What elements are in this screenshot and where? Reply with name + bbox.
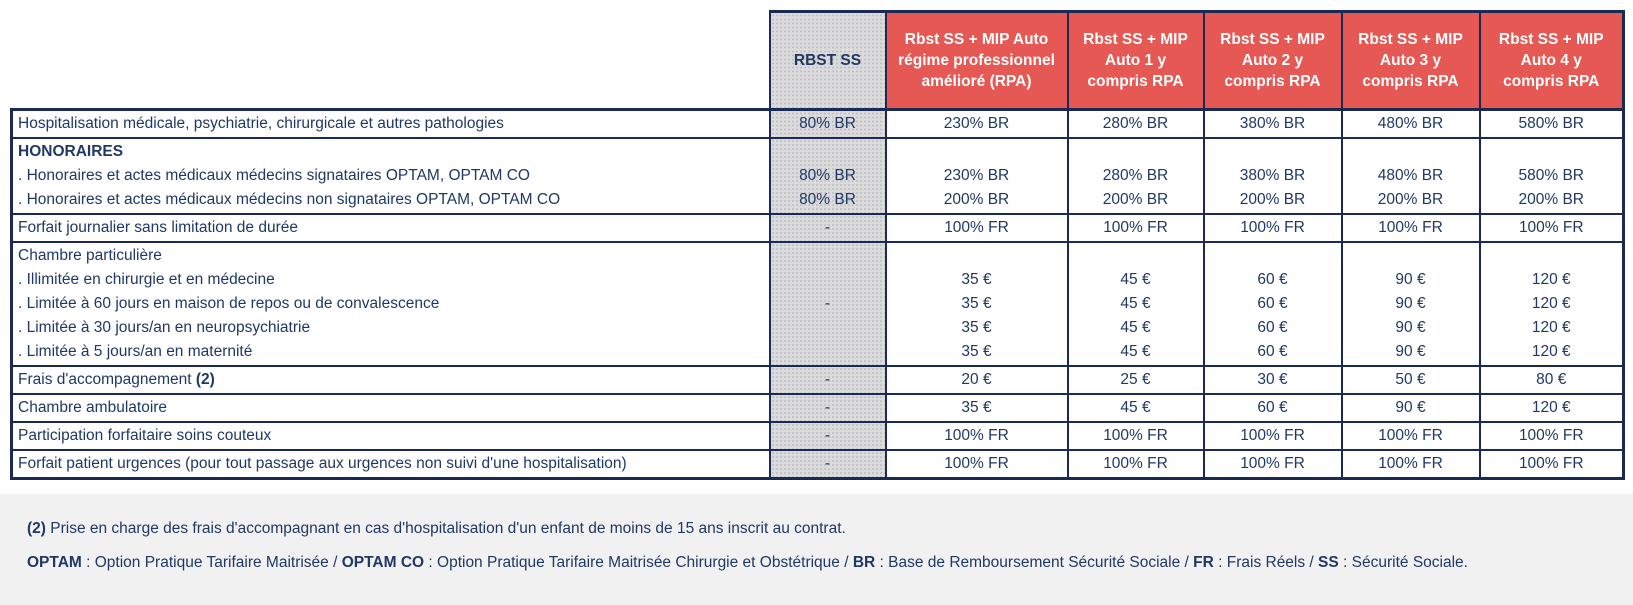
text-line: 45 € bbox=[1120, 271, 1151, 288]
plan-value-cell: 20 € bbox=[886, 366, 1068, 394]
text-line: 380% BR bbox=[1239, 167, 1306, 184]
text-line: 60 € bbox=[1257, 295, 1288, 312]
table-row bbox=[12, 214, 1624, 242]
text-line: Rbst SS + MIP Auto bbox=[904, 31, 1049, 48]
rbst-value-cell: - bbox=[770, 394, 886, 422]
text-line: Hospitalisation médicale, psychiatrie, chirurgicale et autres pathologies bbox=[18, 115, 504, 132]
plan-value-cell: 100% FR bbox=[1204, 450, 1342, 479]
benefits-table-wrap bbox=[10, 10, 1625, 480]
text-line: 35 € bbox=[961, 343, 992, 360]
plan-value-cell bbox=[886, 138, 1068, 214]
text-line: Auto 4 y bbox=[1520, 52, 1582, 69]
plan-value-cell: 100% FR bbox=[1204, 422, 1342, 450]
text-line bbox=[892, 140, 1062, 164]
plan-header-cell bbox=[1480, 12, 1624, 110]
text-line: 230% BR bbox=[943, 167, 1010, 184]
plan-header-cell bbox=[1342, 12, 1480, 110]
text-line: . Limitée à 60 jours en maison de repos ou de convalescence bbox=[18, 295, 440, 312]
plan-value-cell: 45 € bbox=[1068, 394, 1204, 422]
text-line bbox=[1486, 140, 1618, 164]
plan-value-cell: 280% BR bbox=[1068, 110, 1204, 139]
text-line: 90 € bbox=[1395, 271, 1426, 288]
text-line bbox=[1074, 140, 1198, 164]
text-line bbox=[892, 244, 1062, 268]
text-line: 45 € bbox=[1120, 319, 1151, 336]
text-line: . Honoraires et actes médicaux médecins non signataires OPTAM, OPTAM CO bbox=[18, 191, 561, 208]
text-line bbox=[1210, 244, 1336, 268]
rbst-value-cell: 80% BR bbox=[770, 110, 886, 139]
table-row bbox=[12, 422, 1624, 450]
text-line: . Limitée à 5 jours/an en maternité bbox=[18, 343, 253, 360]
plan-value-cell: 60 € bbox=[1204, 394, 1342, 422]
plan-value-cell bbox=[1480, 138, 1624, 214]
text-line: 90 € bbox=[1395, 319, 1426, 336]
text-line: Rbst SS + MIP bbox=[1358, 31, 1463, 48]
text-line: 200% BR bbox=[1239, 191, 1306, 208]
plan-header-cell bbox=[1068, 12, 1204, 110]
text-line: 90 € bbox=[1395, 343, 1426, 360]
benefits-table-body bbox=[12, 12, 1624, 479]
text-line: 480% BR bbox=[1377, 167, 1444, 184]
rbst-value-cell bbox=[770, 138, 886, 214]
text-line: 90 € bbox=[1395, 295, 1426, 312]
text-line: Participation forfaitaire soins couteux bbox=[18, 427, 272, 444]
text-line: Frais d'accompagnement (2) bbox=[18, 371, 215, 388]
text-line: 80% BR bbox=[799, 167, 856, 184]
plan-value-cell: 100% FR bbox=[1342, 214, 1480, 242]
text-line: 200% BR bbox=[1518, 191, 1584, 208]
text-line: 45 € bbox=[1120, 343, 1151, 360]
plan-header-cell bbox=[886, 12, 1068, 110]
text-line: Rbst SS + MIP bbox=[1083, 31, 1188, 48]
text-line: Forfait journalier sans limitation de durée bbox=[18, 219, 298, 236]
plan-value-cell: 100% FR bbox=[1480, 214, 1624, 242]
text-line: . Illimitée en chirurgie et en médecine bbox=[18, 271, 275, 288]
text-line: amélioré (RPA) bbox=[921, 73, 1032, 90]
rbst-value-cell: - bbox=[770, 214, 886, 242]
text-line bbox=[1348, 244, 1474, 268]
plan-value-cell bbox=[1068, 242, 1204, 366]
table-row bbox=[12, 450, 1624, 479]
plan-value-cell: 100% FR bbox=[1342, 422, 1480, 450]
plan-value-cell: 100% FR bbox=[1480, 450, 1624, 479]
plan-value-cell: 100% FR bbox=[886, 214, 1068, 242]
plan-value-cell: 580% BR bbox=[1480, 110, 1624, 139]
plan-value-cell: 35 € bbox=[886, 394, 1068, 422]
row-label-cell bbox=[12, 242, 770, 366]
text-line bbox=[1210, 140, 1336, 164]
text-line: 120 € bbox=[1531, 295, 1571, 312]
plan-value-cell: 100% FR bbox=[886, 422, 1068, 450]
text-line: 580% BR bbox=[1518, 167, 1584, 184]
plan-value-cell: 100% FR bbox=[1068, 422, 1204, 450]
row-label-cell bbox=[12, 450, 770, 479]
row-label-cell bbox=[12, 366, 770, 394]
table-row bbox=[12, 242, 1624, 366]
header-row bbox=[12, 12, 1624, 110]
text-line: 200% BR bbox=[1377, 191, 1444, 208]
plan-value-cell: 100% FR bbox=[1068, 450, 1204, 479]
plan-value-cell: 100% FR bbox=[1204, 214, 1342, 242]
rbst-value-cell: - bbox=[770, 242, 886, 366]
plan-value-cell: 25 € bbox=[1068, 366, 1204, 394]
text-line: . Limitée à 30 jours/an en neuropsychiatrie bbox=[18, 319, 311, 336]
text-line: compris RPA bbox=[1503, 73, 1600, 90]
plan-value-cell: 380% BR bbox=[1204, 110, 1342, 139]
plan-value-cell: 30 € bbox=[1204, 366, 1342, 394]
plan-value-cell bbox=[886, 242, 1068, 366]
row-label-cell bbox=[12, 214, 770, 242]
text-line: 200% BR bbox=[1102, 191, 1169, 208]
text-line: compris RPA bbox=[1224, 73, 1321, 90]
rbst-value-cell: - bbox=[770, 422, 886, 450]
table-row bbox=[12, 394, 1624, 422]
text-line: 35 € bbox=[961, 295, 992, 312]
row-label-cell bbox=[12, 138, 770, 214]
legend-abbreviations: OPTAM : Option Pratique Tarifaire Maitrisée / OPTAM CO : Option Pratique Tarifaire Maitrisée Chirurgie et Obstétrique / BR : Base de Remboursement Sécurité Sociale / FR : Frais Réels / SS : Sécurité Sociale. bbox=[27, 554, 1468, 571]
footnote-definition: (2) Prise en charge des frais d'accompagnant en cas d'hospitalisation d'un enfant de moins de 15 ans inscrit au contrat. bbox=[27, 520, 846, 537]
benefits-table bbox=[10, 10, 1625, 480]
text-line: compris RPA bbox=[1362, 73, 1459, 90]
row-label-cell bbox=[12, 110, 770, 139]
table-row bbox=[12, 110, 1624, 139]
plan-header-cell bbox=[1204, 12, 1342, 110]
plan-value-cell bbox=[1204, 138, 1342, 214]
text-line: 60 € bbox=[1257, 271, 1288, 288]
plan-value-cell: 80 € bbox=[1480, 366, 1624, 394]
text-line: compris RPA bbox=[1087, 73, 1184, 90]
text-line: Chambre particulière bbox=[18, 247, 162, 264]
plan-value-cell: 480% BR bbox=[1342, 110, 1480, 139]
text-line bbox=[1486, 244, 1618, 268]
row-label-cell bbox=[12, 422, 770, 450]
plan-value-cell bbox=[1342, 242, 1480, 366]
text-line: 200% BR bbox=[943, 191, 1010, 208]
plan-value-cell bbox=[1342, 138, 1480, 214]
rbst-value-cell: - bbox=[770, 450, 886, 479]
text-line: 45 € bbox=[1120, 295, 1151, 312]
plan-value-cell bbox=[1204, 242, 1342, 366]
text-line: Rbst SS + MIP bbox=[1220, 31, 1325, 48]
plan-value-cell bbox=[1068, 138, 1204, 214]
text-line: Auto 1 y bbox=[1104, 52, 1167, 69]
rbst-header-cell: RBST SS bbox=[770, 12, 886, 110]
text-line: HONORAIRES bbox=[18, 143, 124, 160]
plan-value-cell bbox=[1480, 242, 1624, 366]
text-line: Chambre ambulatoire bbox=[18, 399, 168, 416]
text-line: Forfait patient urgences (pour tout passage aux urgences non suivi d'une hospitalisation) bbox=[18, 455, 627, 472]
text-line: 35 € bbox=[961, 319, 992, 336]
text-line bbox=[776, 140, 880, 164]
text-line: 120 € bbox=[1531, 271, 1571, 288]
text-line: 120 € bbox=[1531, 343, 1571, 360]
plan-value-cell: 230% BR bbox=[886, 110, 1068, 139]
text-line: 60 € bbox=[1257, 319, 1288, 336]
text-line: 35 € bbox=[961, 271, 992, 288]
plan-value-cell: 100% FR bbox=[886, 450, 1068, 479]
text-line bbox=[1074, 244, 1198, 268]
text-line: régime professionnel bbox=[898, 52, 1055, 69]
text-line: Auto 2 y bbox=[1241, 52, 1304, 69]
text-line: Rbst SS + MIP bbox=[1498, 31, 1604, 48]
table-row bbox=[12, 366, 1624, 394]
plan-value-cell: 50 € bbox=[1342, 366, 1480, 394]
text-line: Auto 3 y bbox=[1379, 52, 1442, 69]
plan-value-cell: 100% FR bbox=[1480, 422, 1624, 450]
plan-value-cell: 100% FR bbox=[1342, 450, 1480, 479]
text-line bbox=[1348, 140, 1474, 164]
plan-value-cell: 100% FR bbox=[1068, 214, 1204, 242]
text-line: 280% BR bbox=[1102, 167, 1169, 184]
text-line: 120 € bbox=[1531, 319, 1571, 336]
table-row bbox=[12, 138, 1624, 214]
header-spacer-cell bbox=[12, 12, 770, 110]
plan-value-cell: 120 € bbox=[1480, 394, 1624, 422]
text-line: 80% BR bbox=[799, 191, 856, 208]
text-line: 60 € bbox=[1257, 343, 1288, 360]
row-label-cell bbox=[12, 394, 770, 422]
rbst-value-cell: - bbox=[770, 366, 886, 394]
footnotes bbox=[0, 494, 1633, 605]
text-line: . Honoraires et actes médicaux médecins signataires OPTAM, OPTAM CO bbox=[18, 167, 530, 184]
plan-value-cell: 90 € bbox=[1342, 394, 1480, 422]
